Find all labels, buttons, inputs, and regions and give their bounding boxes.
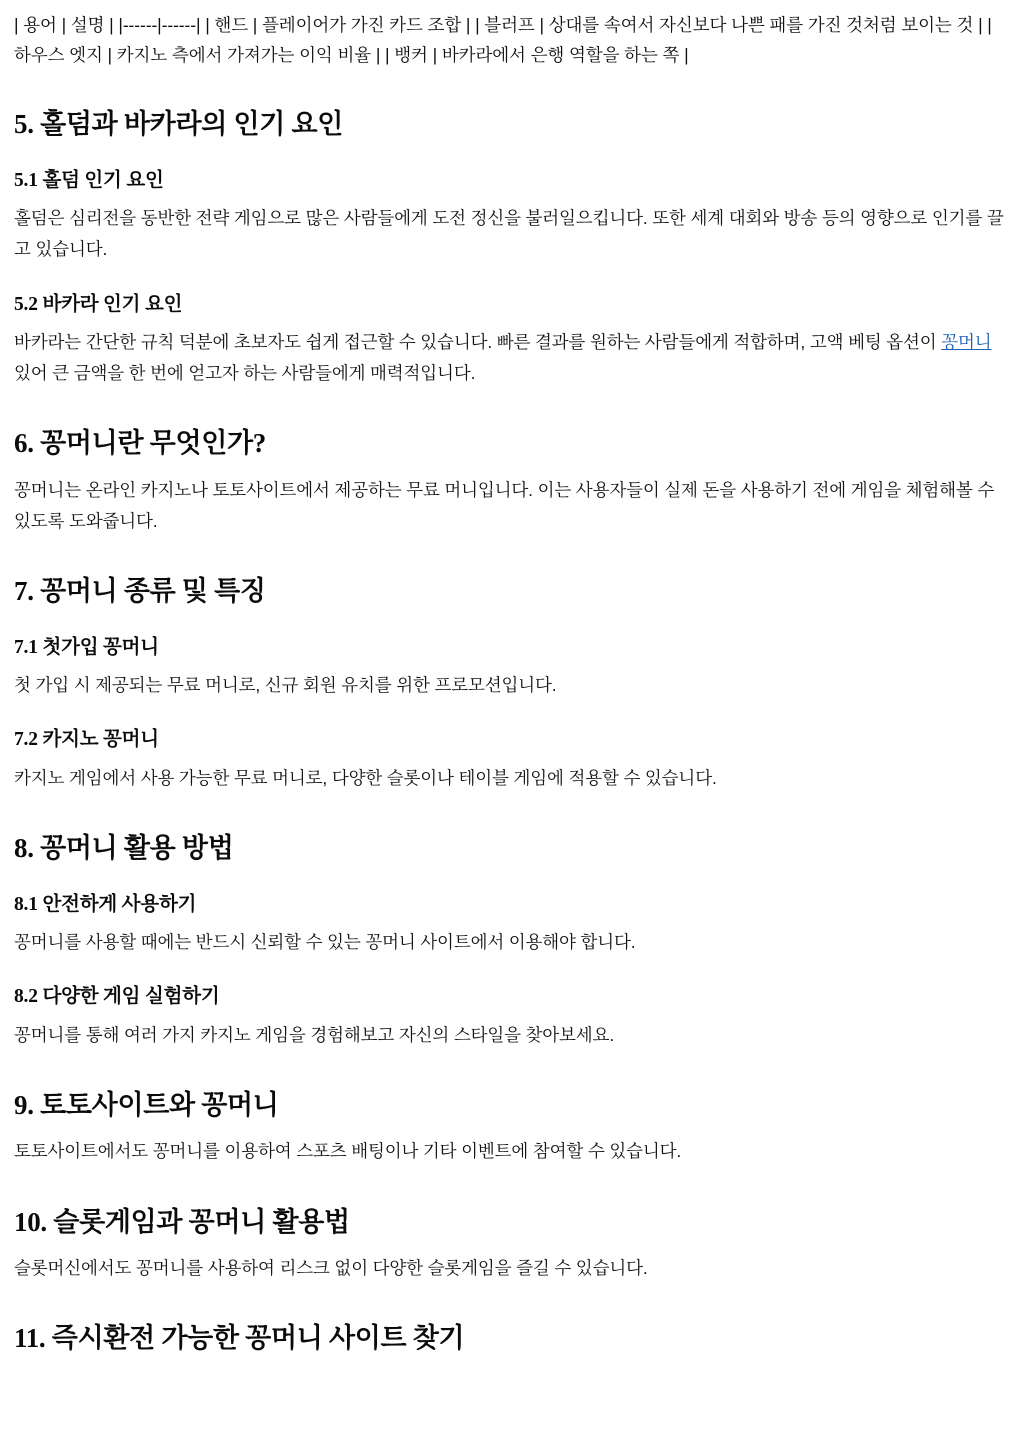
paragraph-7-1: 첫 가입 시 제공되는 무료 머니로, 신규 회원 유치를 위한 프로모션입니다. <box>14 675 557 696</box>
paragraph-10: 슬롯머신에서도 꽁머니를 사용하여 리스크 없이 다양한 슬롯게임을 즐길 수 있습니다. <box>14 1258 648 1279</box>
paragraph-9: 토토사이트에서도 꽁머니를 이용하여 스포츠 배팅이나 기타 이벤트에 참여할 수 있습니다. <box>14 1141 682 1162</box>
section-heading-5: 5. 홀덤과 바카라의 인기 요인 <box>14 109 344 140</box>
paragraph-5-2 <box>14 327 1010 389</box>
section-heading-9: 9. 토토사이트와 꽁머니 <box>14 1089 279 1120</box>
section-heading-10: 10. 슬롯게임과 꽁머니 활용법 <box>14 1206 350 1237</box>
paragraph-8-2: 꽁머니를 통해 여러 가지 카지노 게임을 경험해보고 자신의 스타일을 찾아보세요. <box>14 1024 615 1045</box>
glossary-table-text: | 용어 | 설명 | |------|------| | 핸드 | 플레이어가 가진 카드 조합 | | 블러프 | 상대를 속여서 자신보다 나쁜 패를 가진 것처럼 보이는 것 | | 하우스 엣지 | 카지노 측에서 가져가는 이익 비율 | | 뱅커 | 바카라에서 은행 역할을 하는 쪽 | <box>14 15 992 66</box>
subsection-heading-8-2: 8.2 다양한 게임 실험하기 <box>14 986 220 1008</box>
subsection-heading-7-2: 7.2 카지노 꽁머니 <box>14 729 159 751</box>
paragraph-6: 꽁머니는 온라인 카지노나 토토사이트에서 제공하는 무료 머니입니다. 이는 사용자들이 실제 돈을 사용하기 전에 게임을 체험해볼 수 있도록 도와줍니다. <box>14 479 995 532</box>
bottom-spacer <box>14 1370 1010 1388</box>
subsection-heading-5-1: 5.1 홀덤 인기 요인 <box>14 169 164 191</box>
paragraph-5-2-part-1: 바카라는 간단한 규칙 덕분에 초보자도 쉽게 접근할 수 있습니다. 빠른 결과를 원하는 사람들에게 적합하며, 고액 베팅 옵션이 <box>14 331 942 352</box>
section-heading-11: 11. 즉시환전 가능한 꽁머니 사이트 찾기 <box>14 1323 465 1354</box>
kkongmoney-link[interactable]: 꽁머니 <box>941 331 992 352</box>
section-heading-7: 7. 꽁머니 종류 및 특징 <box>14 576 266 607</box>
section-heading-6: 6. 꽁머니란 무엇인가? <box>14 428 267 459</box>
paragraph-8-1: 꽁머니를 사용할 때에는 반드시 신뢰할 수 있는 꽁머니 사이트에서 이용해야 합니다. <box>14 932 636 953</box>
subsection-heading-8-1: 8.1 안전하게 사용하기 <box>14 893 197 915</box>
paragraph-5-2-part-2: 있어 큰 금액을 한 번에 얻고자 하는 사람들에게 매력적입니다. <box>14 363 476 384</box>
paragraph-5-1: 홀덤은 심리전을 동반한 전략 게임으로 많은 사람들에게 도전 정신을 불러일으킵니다. 또한 세계 대회와 방송 등의 영향으로 인기를 끌고 있습니다. <box>14 208 1004 260</box>
paragraph-7-2: 카지노 게임에서 사용 가능한 무료 머니로, 다양한 슬롯이나 테이블 게임에 적용할 수 있습니다. <box>14 767 717 788</box>
section-heading-8: 8. 꽁머니 활용 방법 <box>14 832 234 863</box>
subsection-heading-7-1: 7.1 첫가입 꽁머니 <box>14 636 159 658</box>
subsection-heading-5-2: 5.2 바카라 인기 요인 <box>14 293 183 315</box>
